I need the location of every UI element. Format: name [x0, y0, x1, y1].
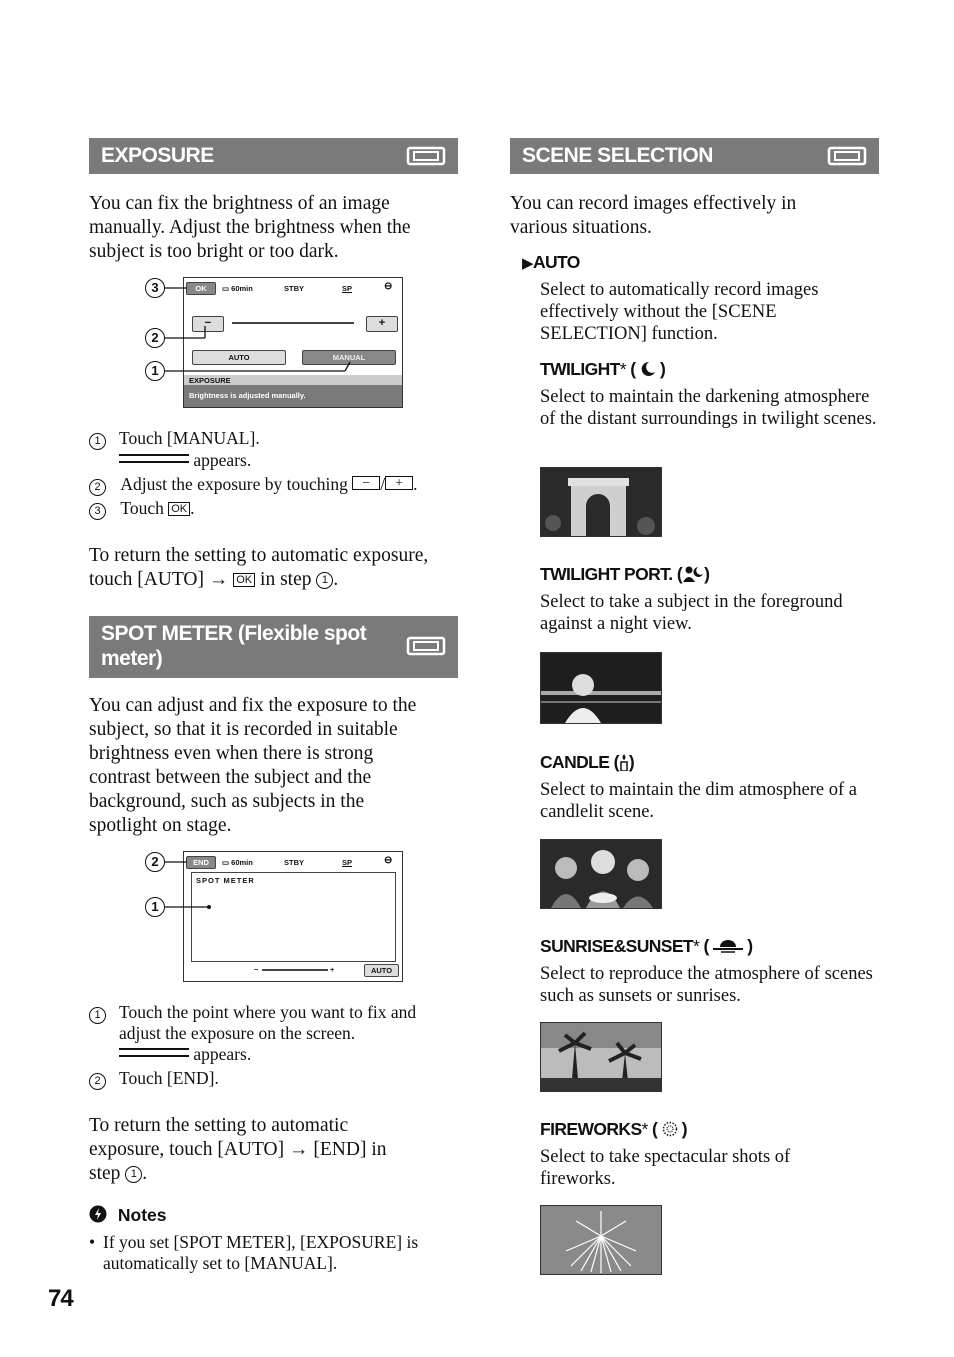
- disc-icon: ⊖: [384, 855, 393, 866]
- exposure-title: EXPOSURE: [101, 144, 214, 167]
- twilight-portrait-sample-photo: [540, 652, 662, 724]
- scene-auto-heading: ▶AUTO: [522, 252, 580, 272]
- camera-mode-icon: [827, 146, 867, 166]
- ok-box-icon: OK: [168, 502, 190, 516]
- plus-box-icon: +: [385, 476, 413, 490]
- battery-time: ▭ 60min: [222, 858, 253, 867]
- slider-indicator-icon: [119, 454, 189, 463]
- candle-icon: [619, 753, 629, 771]
- scene-twilight-heading: TWILIGHT* ( ): [540, 359, 666, 379]
- spot-title-line2: meter): [101, 647, 163, 670]
- status-stby: STBY: [284, 284, 305, 293]
- spot-auto-button[interactable]: AUTO: [364, 964, 399, 977]
- scene-sunset-desc: Select to reproduce the atmosphere of scenes such as sunsets or sunrises.: [540, 964, 873, 1006]
- callout-2: 2: [145, 328, 165, 348]
- candle-sample-photo: [540, 839, 662, 909]
- ok-box-icon-2: OK: [233, 573, 255, 587]
- manual-button[interactable]: MANUAL: [302, 350, 396, 365]
- spot-intro: You can adjust and fix the exposure to the subject, so that it is recorded in suitable brightness even when there is strong contrast between the subject and the background, such as subjects in the spotlight on stage.: [89, 695, 417, 836]
- scene-auto-desc: Select to automatically record images effectively without the [SCENE SELECTION] function.: [540, 280, 819, 344]
- exposure-step-1: 1 Touch [MANUAL].: [89, 428, 106, 450]
- moon-icon: [640, 361, 656, 377]
- quality-sp: SP: [342, 284, 353, 293]
- sunset-icon: [713, 938, 743, 954]
- minus-button[interactable]: −: [192, 316, 224, 332]
- notes-heading: Notes: [89, 1205, 167, 1226]
- caption-title: EXPOSURE: [189, 376, 231, 385]
- default-marker-icon: ▶: [522, 255, 533, 272]
- scene-candle-desc: Select to maintain the dim atmosphere of a candlelit scene.: [540, 780, 857, 822]
- minus-box-icon: −: [352, 476, 380, 490]
- callout-1: 1: [145, 361, 165, 381]
- exposure-step-1-sub: appears.: [119, 450, 251, 471]
- slider-indicator-icon: [119, 1048, 189, 1057]
- scene-intro: You can record images effectively in various situations.: [510, 193, 797, 238]
- scene-candle-heading: CANDLE ( ): [540, 752, 635, 772]
- notes-icon: [89, 1205, 107, 1223]
- spot-step-1-sub: appears.: [119, 1044, 251, 1065]
- twilight-sample-photo: [540, 467, 662, 537]
- camera-mode-icon: [406, 146, 446, 166]
- caption-text: Brightness is adjusted manually.: [189, 391, 306, 400]
- scene-twilight-desc: Select to maintain the darkening atmosphere of the distant surroundings in twilight scenes.: [540, 387, 877, 429]
- scene-selection-section-header: [510, 138, 879, 174]
- note-item: • If you set [SPOT METER], [EXPOSURE] is automatically set to [MANUAL].: [89, 1232, 419, 1273]
- quality-sp: SP: [342, 858, 353, 867]
- spot-step-1: 1 Touch the point where you want to fix and: [89, 1002, 106, 1024]
- fireworks-icon: [662, 1121, 678, 1137]
- spot-callout-2: 2: [145, 852, 165, 872]
- exposure-callout-lines: [165, 280, 365, 380]
- spot-meter-lcd-screen: END ▭ 60min STBY SP ⊖ SPOT METER − + AUTO: [183, 851, 403, 982]
- page-number: 74: [48, 1285, 73, 1312]
- spot-step-1-line2: adjust the exposure on the screen.: [119, 1023, 356, 1043]
- scene-title: SCENE SELECTION: [522, 144, 713, 167]
- callout-3: 3: [145, 278, 165, 298]
- spot-slider[interactable]: [262, 969, 328, 971]
- ok-button[interactable]: OK: [186, 282, 216, 295]
- fireworks-sample-photo: [540, 1205, 662, 1275]
- spot-callout-lines: [165, 855, 225, 915]
- exposure-step-2: 2 Adjust the exposure by touching − / + .: [89, 474, 417, 496]
- battery-time: ▭ 60min: [222, 284, 253, 293]
- person-moon-icon: [682, 566, 704, 582]
- spot-title-line1: SPOT METER (Flexible spot: [101, 622, 367, 645]
- scene-fireworks-heading: FIREWORKS* ( ): [540, 1119, 688, 1139]
- plus-button[interactable]: +: [366, 316, 398, 332]
- spot-meter-label: SPOT METER: [196, 876, 255, 885]
- exposure-return-text: To return the setting to automatic exposure, touch [AUTO] → OK in step 1 .: [89, 545, 429, 590]
- scene-sunset-heading: SUNRISE&SUNSET* ( ): [540, 936, 753, 956]
- spot-callout-1: 1: [145, 897, 165, 917]
- exposure-section-header: [89, 138, 458, 174]
- scene-twilight-port-heading: TWILIGHT PORT. ( ): [540, 564, 710, 584]
- disc-icon: ⊖: [384, 281, 393, 292]
- scene-twilight-port-desc: Select to take a subject in the foreground against a night view.: [540, 592, 843, 634]
- exposure-step-3: 3 Touch OK .: [89, 498, 195, 520]
- exposure-intro: You can fix the brightness of an image manually. Adjust the brightness when the subject is too bright or too dark.: [89, 193, 411, 262]
- sunset-sample-photo: [540, 1022, 662, 1092]
- end-button[interactable]: END: [186, 856, 216, 869]
- status-stby: STBY: [284, 858, 305, 867]
- camera-mode-icon: [406, 636, 446, 656]
- spot-return-text: To return the setting to automatic exposure, touch [AUTO] → [END] in step 1 .: [89, 1115, 387, 1184]
- auto-button[interactable]: AUTO: [192, 350, 286, 365]
- spot-meter-section-header: [89, 616, 458, 678]
- spot-step-2: 2 Touch [END].: [89, 1068, 106, 1090]
- scene-fireworks-desc: Select to take spectacular shots of fireworks.: [540, 1147, 791, 1189]
